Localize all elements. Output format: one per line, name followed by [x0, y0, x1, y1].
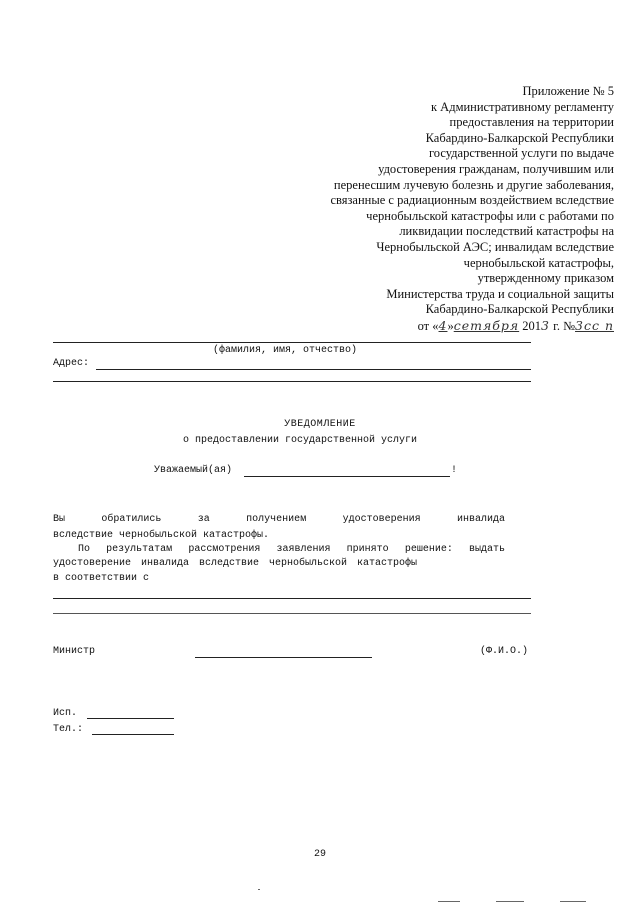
scan-speck — [560, 901, 586, 902]
decision-line-2 — [53, 613, 531, 614]
order-number: 3cc п — [575, 317, 614, 333]
body-paragraph-4: удостоверение инвалида вследствие чернобыльской катастрофы — [53, 558, 418, 569]
appendix-line: Кабардино-Балкарской Республики — [425, 302, 614, 317]
greeting-name-line — [244, 476, 450, 477]
appendix-line: Кабардино-Балкарской Республики — [425, 130, 614, 145]
address-label: Адрес: — [53, 358, 90, 369]
scan-speck — [258, 889, 260, 890]
body-paragraph-3: По результатам рассмотрения заявления принято решение: выдать — [78, 544, 505, 555]
appendix-line: предоставления на территории — [449, 115, 614, 130]
order-year-prefix: 201 — [522, 318, 542, 333]
appendix-line: Чернобыльской АЭС; инвалидам вследствие — [376, 239, 614, 254]
body-paragraph-5: в соответствии с — [53, 573, 150, 584]
order-date-line — [284, 318, 614, 335]
order-mid: » — [447, 318, 454, 333]
minister-label: Министр — [53, 646, 96, 657]
scan-speck — [438, 901, 460, 902]
fio-line — [53, 342, 531, 343]
appendix-line: государственной услуги по выдаче — [428, 146, 614, 161]
phone-label: Тел.: — [53, 724, 84, 735]
appendix-line: чернобыльской катастрофы или с работами по — [366, 208, 614, 223]
notice-title: УВЕДОМЛЕНИЕ — [284, 419, 356, 430]
fio-caption: (фамилия, имя, отчество) — [213, 345, 358, 356]
appendix-line: удостоверения гражданам, получившим или — [378, 161, 614, 176]
scan-speck — [496, 901, 524, 902]
appendix-line: перенесшим лучевую болезнь и другие заболевания, — [333, 177, 614, 192]
signature-line — [195, 657, 372, 658]
notice-subtitle: о предоставлении государственной услуги — [182, 435, 418, 446]
minister-fio: (Ф.И.О.) — [480, 646, 529, 657]
greeting-end: ! — [451, 465, 458, 476]
appendix-line: к Административному регламенту — [430, 99, 614, 114]
decision-line-1 — [53, 598, 531, 599]
appendix-header — [284, 84, 614, 335]
appendix-line: утвержденному приказом — [477, 271, 614, 286]
appendix-line: ликвидации последствий катастрофы на — [399, 224, 614, 239]
appendix-line: Приложение № 5 — [522, 84, 614, 98]
order-day: 4 — [438, 317, 448, 333]
phone-line — [92, 734, 174, 735]
order-year-digit: 3 — [541, 317, 550, 333]
address-line-1 — [96, 369, 531, 370]
greeting-label: Уважаемый(ая) — [154, 465, 233, 476]
body-paragraph-1: Вы обратились за получением удостоверения инвалида — [53, 514, 505, 525]
appendix-line: Министерства труда и социальной защиты — [386, 286, 614, 301]
address-line-2 — [53, 381, 531, 382]
appendix-line: чернобыльской катастрофы, — [463, 255, 614, 270]
body-paragraph-2: вследствие чернобыльской катастрофы. — [53, 530, 270, 541]
order-prefix: от « — [417, 318, 439, 333]
appendix-line: связанные с радиационным воздействием вследствие — [330, 193, 614, 208]
executor-line — [87, 718, 174, 719]
order-month: ceтября — [453, 317, 520, 333]
order-year-suffix: г. № — [549, 318, 576, 333]
executor-label: Исп. — [53, 708, 78, 719]
page-number: 29 — [313, 849, 326, 860]
